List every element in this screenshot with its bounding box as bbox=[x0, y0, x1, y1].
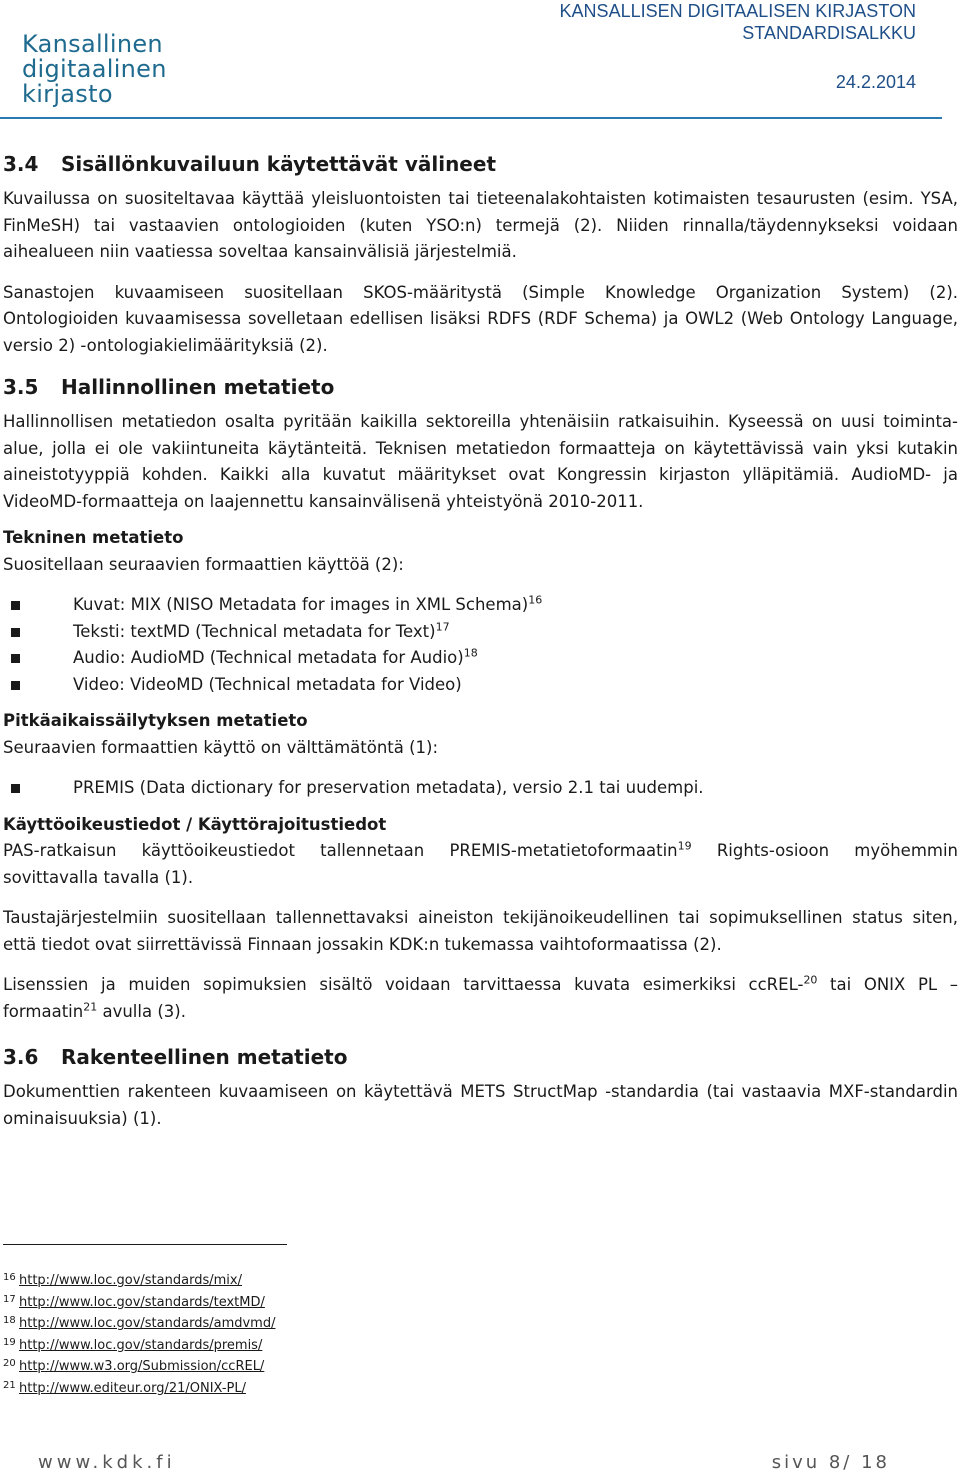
footnote-ref: 17 bbox=[435, 620, 450, 633]
header-divider bbox=[0, 117, 942, 119]
footnote bbox=[3, 1335, 275, 1357]
footnote-ref: 20 bbox=[803, 973, 818, 987]
document-title bbox=[560, 0, 916, 44]
paragraph: Suositellaan seuraavien formaattien käyttöä (2): bbox=[3, 554, 404, 574]
footnote-number: 18 bbox=[3, 1315, 16, 1327]
footnote bbox=[3, 1270, 275, 1292]
list-item-text: Audio: AudioMD (Technical metadata for Audio) bbox=[73, 648, 464, 667]
paragraph: Kuvailussa on suositeltavaa käyttää yleisluontoisten tai tieteenalakohtaisten kotimaisten tesaurusten (esim. YSA, FinMeSH) tai vastaavien ontologioiden (kuten YSO:n) termejä (2). Niiden rinnalla/täydennykseksi voidaan aihealueen niin vaatiessa soveltaa kansainvälisiä järjestelmiä. bbox=[3, 189, 958, 261]
bullet-icon bbox=[11, 654, 20, 663]
list-item bbox=[3, 672, 958, 699]
logo-line-2: digitaalinen bbox=[22, 55, 167, 83]
footnote-link[interactable]: http://www.loc.gov/standards/mix/ bbox=[19, 1273, 242, 1288]
technical-format-list bbox=[3, 592, 958, 698]
subheading-usage-rights: Käyttöoikeustiedot / Käyttörajoitustiedot bbox=[3, 814, 387, 834]
section-title: Rakenteellinen metatieto bbox=[61, 1045, 348, 1069]
footnote-number: 20 bbox=[3, 1358, 16, 1370]
footnote bbox=[3, 1378, 275, 1400]
paragraph-text: tai ONIX PL – formaatin bbox=[3, 975, 958, 1021]
section-heading-3-4 bbox=[3, 150, 958, 178]
page-content bbox=[3, 150, 958, 1132]
paragraph: Seuraavien formaattien käyttö on välttämätöntä (1): bbox=[3, 737, 439, 757]
footnote bbox=[3, 1356, 275, 1378]
document-date: 24.2.2014 bbox=[835, 72, 916, 92]
paragraph: Hallinnollisen metatiedon osalta pyritään kaikilla sektoreilla yhtenäisiin ratkaisuihin. Kyseessä on uusi toiminta-alue, jolla ei ole vakiintuneita käytänteitä. Teknisen metatiedon formaatteja on käytettävissä vain yksi kutakin aineistotyyppiä kohden. Kaikki alla kuvatut määritykset ovat Kongressin kirjaston ylläpitämiä. AudioMD- ja VideoMD-formaatteja on laajennettu kansainvälisenä yhteistyönä 2010-2011. bbox=[3, 412, 958, 511]
paragraph: Dokumenttien rakenteen kuvaamiseen on käytettävä METS StructMap -standardia (tai vastaavia MXF-standardin ominaisuuksia) (1). bbox=[3, 1082, 958, 1128]
section-title: Sisällönkuvailuun käytettävät välineet bbox=[61, 152, 496, 176]
footnote-number: 21 bbox=[3, 1379, 16, 1391]
document-title-line-1: KANSALLISEN DIGITAALISEN KIRJASTON bbox=[559, 1, 916, 21]
bullet-icon bbox=[11, 601, 20, 610]
list-item bbox=[3, 775, 958, 802]
footer-page-number: sivu 8/ 18 bbox=[771, 1452, 890, 1473]
section-title: Hallinnollinen metatieto bbox=[61, 375, 335, 399]
logo-line-3: kirjasto bbox=[22, 80, 113, 108]
footnote-divider bbox=[3, 1244, 287, 1245]
list-item-text: Video: VideoMD (Technical metadata for Video) bbox=[73, 674, 462, 694]
section-number: 3.4 bbox=[3, 152, 39, 176]
footnote-link[interactable]: http://www.editeur.org/21/ONIX-PL/ bbox=[19, 1380, 246, 1396]
preservation-format-list bbox=[3, 775, 958, 802]
footnote-ref: 16 bbox=[528, 593, 543, 607]
section-heading-3-6 bbox=[3, 1043, 958, 1071]
footnote-ref: 19 bbox=[677, 839, 692, 853]
subheading-preservation-metadata: Pitkäaikaissäilytyksen metatieto bbox=[3, 711, 308, 730]
section-number: 3.5 bbox=[3, 375, 39, 399]
paragraph-text: avulla (3). bbox=[97, 1001, 186, 1021]
footnote-ref: 18 bbox=[463, 646, 478, 660]
list-item-text: Teksti: textMD (Technical metadata for Text) bbox=[73, 621, 436, 641]
footer-website: www.kdk.fi bbox=[38, 1452, 176, 1473]
paragraph bbox=[3, 838, 958, 891]
document-title-line-2: STANDARDISALKKU bbox=[742, 23, 916, 43]
paragraph: Sanastojen kuvaamiseen suositellaan SKOS-määritystä (Simple Knowledge Organization System) (2). Ontologioiden kuvaamisessa sovelletaan edellisen lisäksi RDFS (RDF Schema) ja OWL2 (Web Ontology Language, versio 2) -ontologiakielimäärityksiä (2). bbox=[3, 282, 958, 355]
kdk-logo bbox=[22, 32, 192, 107]
logo-line-1: Kansallinen bbox=[22, 30, 163, 58]
footnote-link[interactable]: http://www.loc.gov/standards/amdvmd/ bbox=[19, 1316, 276, 1332]
list-item-text: PREMIS (Data dictionary for preservation metadata), versio 2.1 tai uudempi. bbox=[73, 778, 704, 797]
subheading-technical-metadata: Tekninen metatieto bbox=[3, 528, 184, 547]
paragraph bbox=[3, 972, 958, 1025]
paragraph-text: Lisenssien ja muiden sopimuksien sisältö voidaan tarvittaessa kuvata esimerkiksi ccREL- bbox=[3, 975, 804, 994]
footnote-number: 17 bbox=[3, 1293, 16, 1305]
footnote bbox=[3, 1313, 275, 1335]
footnote-link[interactable]: http://www.loc.gov/standards/premis/ bbox=[19, 1337, 263, 1353]
footnote-number: 19 bbox=[3, 1336, 16, 1348]
paragraph-text: Rights-osioon myöhemmin sovittavalla tavalla (1). bbox=[3, 841, 959, 887]
bullet-icon bbox=[11, 681, 20, 690]
list-item bbox=[3, 592, 958, 619]
list-item bbox=[3, 645, 958, 672]
list-item bbox=[3, 619, 958, 646]
footnote-link[interactable]: http://www.w3.org/Submission/ccREL/ bbox=[19, 1359, 265, 1375]
footnote-link[interactable]: http://www.loc.gov/standards/textMD/ bbox=[19, 1294, 265, 1310]
footnotes bbox=[3, 1270, 275, 1400]
footnote-ref: 21 bbox=[83, 1000, 98, 1013]
list-item-text: Kuvat: MIX (NISO Metadata for images in XML Schema) bbox=[73, 595, 529, 614]
paragraph-text: PAS-ratkaisun käyttöoikeustiedot tallennetaan PREMIS-metatietoformaatin bbox=[3, 841, 678, 860]
footnote bbox=[3, 1292, 275, 1314]
paragraph: Taustajärjestelmiin suositellaan tallennettavaksi aineiston tekijänoikeudellinen tai sopimuksellinen status siten, että tiedot ovat siirrettävissä Finnaan jossakin KDK:n tukemassa vaihtoformaatissa (2). bbox=[3, 908, 958, 954]
section-number: 3.6 bbox=[3, 1045, 39, 1069]
section-heading-3-5 bbox=[3, 373, 958, 401]
bullet-icon bbox=[11, 784, 20, 793]
bullet-icon bbox=[11, 628, 20, 637]
footnote-number: 16 bbox=[3, 1272, 16, 1283]
